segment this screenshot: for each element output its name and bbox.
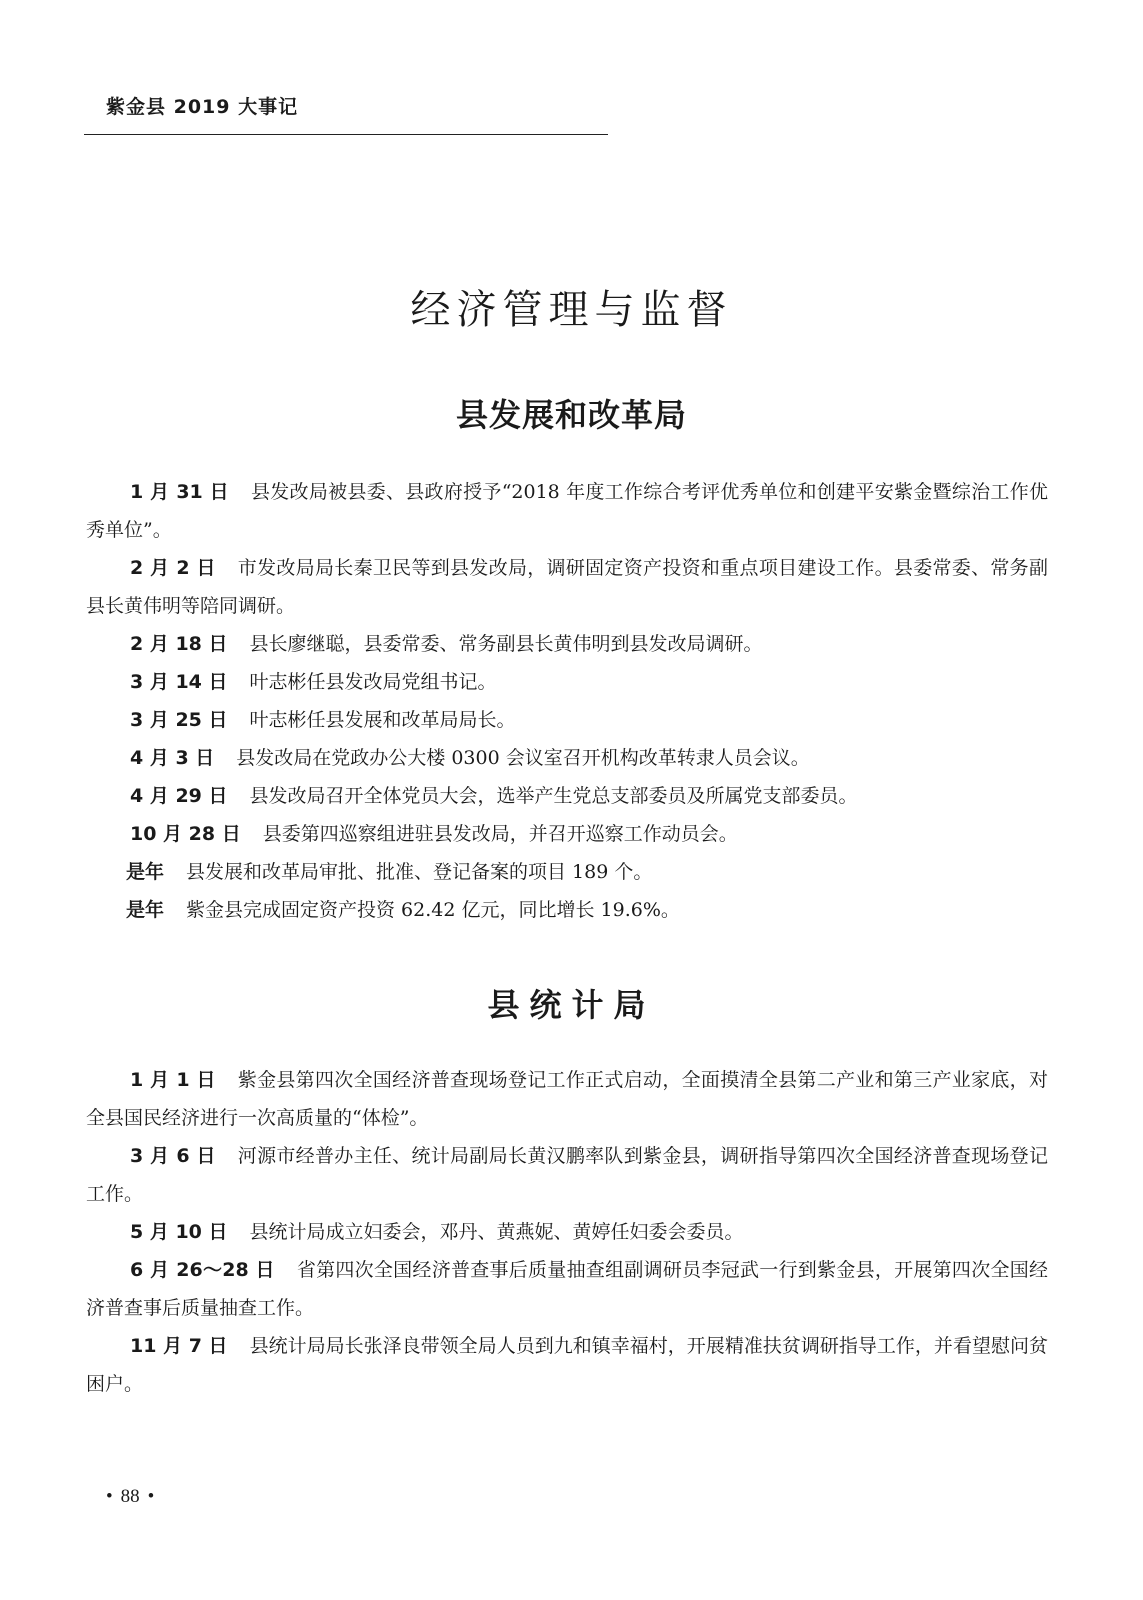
entry	[86, 777, 1048, 815]
entry-date: 4 月 3 日	[130, 747, 215, 769]
entry-date: 3 月 6 日	[130, 1145, 216, 1167]
statistics-entries	[86, 1061, 1048, 1403]
entry-text: 县统计局局长张泽良带领全局人员到九和镇幸福村，开展精准扶贫调研指导工作，并看望慰问贫困户。	[86, 1335, 1048, 1395]
page-number-dot-right: •	[147, 1486, 155, 1507]
entry-date: 5 月 10 日	[130, 1221, 228, 1243]
entry-text: 紫金县第四次全国经济普查现场登记工作正式启动，全面摸清全县第二产业和第三产业家底，对全县国民经济进行一次高质量的“体检”。	[86, 1069, 1048, 1129]
entry-date: 11 月 7 日	[130, 1335, 228, 1357]
entry-text: 县长廖继聪，县委常委、常务副县长黄伟明到县发改局调研。	[249, 633, 763, 655]
entry-text: 县发改局在党政办公大楼 0300 会议室召开机构改革转隶人员会议。	[236, 747, 810, 769]
entry	[86, 1137, 1048, 1213]
entry-date: 1 月 31 日	[130, 481, 229, 503]
entry	[86, 1213, 1048, 1251]
entry-text: 县发改局被县委、县政府授予“2018 年度工作综合考评优秀单位和创建平安紫金暨综治工作优秀单位”。	[86, 481, 1048, 541]
page-number-dot-left: •	[106, 1486, 113, 1507]
entry-text: 县发改局召开全体党员大会，选举产生党总支部委员及所属党支部委员。	[249, 785, 858, 807]
entry-date: 10 月 28 日	[130, 823, 241, 845]
section-title-development-reform: 县发展和改革局	[455, 396, 687, 434]
entry-date: 3 月 25 日	[130, 709, 228, 731]
entry-text: 县发展和改革局审批、批准、登记备案的项目 189 个。	[186, 861, 653, 883]
entry-text: 县统计局成立妇委会，邓丹、黄燕妮、黄婷任妇委会委员。	[249, 1221, 744, 1243]
entry	[86, 549, 1048, 625]
entry	[86, 739, 1048, 777]
entry-text: 县委第四巡察组进驻县发改局，并召开巡察工作动员会。	[262, 823, 738, 845]
chapter-title: 经济管理与监督	[410, 287, 733, 333]
entry-text: 市发改局局长秦卫民等到县发改局，调研固定资产投资和重点项目建设工作。县委常委、常务副县长黄伟明等陪同调研。	[86, 557, 1048, 617]
entry	[86, 1327, 1048, 1403]
running-header: 紫金县 2019 大事记	[106, 96, 299, 118]
entry-date: 1 月 1 日	[130, 1069, 216, 1091]
entry-text: 紫金县完成固定资产投资 62.42 亿元，同比增长 19.6%。	[186, 899, 680, 921]
header-rule	[84, 134, 608, 135]
entry-date: 4 月 29 日	[130, 785, 228, 807]
entry	[86, 473, 1048, 549]
page-number-value: 88	[120, 1486, 140, 1507]
entry	[86, 625, 1048, 663]
entry	[86, 891, 1048, 929]
entry	[86, 815, 1048, 853]
entry-text: 叶志彬任县发展和改革局局长。	[249, 709, 516, 731]
section-title-statistics: 县统计局	[487, 986, 656, 1024]
entry	[86, 853, 1048, 891]
entry	[86, 701, 1048, 739]
entry-date: 是年	[126, 899, 165, 921]
entry-date: 是年	[126, 861, 165, 883]
entry-text: 叶志彬任县发改局党组书记。	[249, 671, 497, 693]
entry-date: 6 月 26～28 日	[130, 1259, 275, 1281]
entry-text: 河源市经普办主任、统计局副局长黄汉鹏率队到紫金县，调研指导第四次全国经济普查现场登记工作。	[86, 1145, 1048, 1205]
entry	[86, 1251, 1048, 1327]
page-number	[98, 1486, 162, 1508]
entry-date: 2 月 2 日	[130, 557, 216, 579]
entry-date: 3 月 14 日	[130, 671, 228, 693]
entry-text: 省第四次全国经济普查事后质量抽查组副调研员李冠武一行到紫金县，开展第四次全国经济普查事后质量抽查工作。	[86, 1259, 1048, 1319]
entry-date: 2 月 18 日	[130, 633, 228, 655]
entry	[86, 1061, 1048, 1137]
entry	[86, 663, 1048, 701]
development-reform-entries	[86, 473, 1048, 929]
